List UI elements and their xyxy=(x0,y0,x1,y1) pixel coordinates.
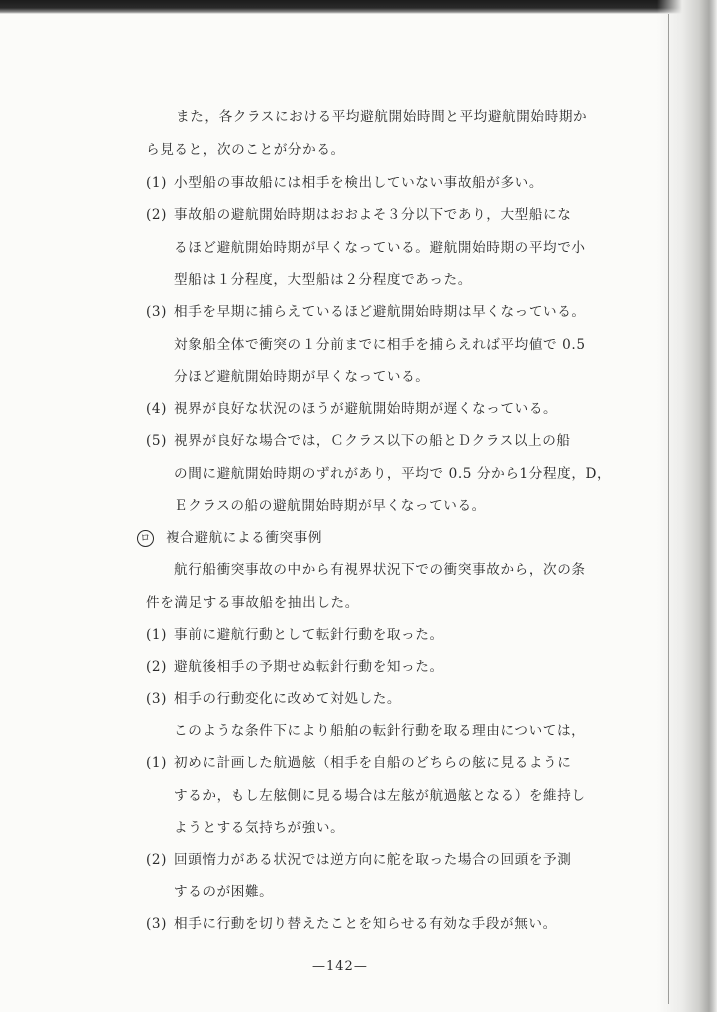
paragraph-line: 件を満足する事故船を抽出した。 xyxy=(146,595,359,611)
list-item: (3) 相手の行動変化に改めて対処した。 xyxy=(146,691,402,707)
scan-binding-shadow xyxy=(657,0,717,1012)
list-item-continuation: するのが困難。 xyxy=(174,884,274,900)
list-item-continuation: 型船は１分程度，大型船は２分程度であった。 xyxy=(174,272,472,288)
list-number: (1) xyxy=(146,175,168,191)
list-number: (3) xyxy=(146,691,168,707)
list-item: (5) 視界が良好な場合では，Ｃクラス以下の船とＤクラス以上の船 xyxy=(146,433,571,449)
list-number: (2) xyxy=(146,659,168,675)
list-item-continuation: ようとする気持ちが強い。 xyxy=(174,820,345,836)
list-item: (2) 事故船の避航開始時期はおおよそ３分以下であり，大型船にな xyxy=(146,207,572,223)
list-number: (4) xyxy=(146,401,168,417)
list-item: (1) 事前に避航行動として転針行動を取った。 xyxy=(146,627,444,643)
scan-top-edge xyxy=(0,0,717,14)
list-number: (1) xyxy=(146,627,168,643)
paragraph-line: このような条件下により船舶の転針行動を取る理由については， xyxy=(174,723,586,739)
section-heading: ロ 複合避航による衝突事例 xyxy=(137,529,322,547)
list-number: (5) xyxy=(146,433,168,449)
list-item-continuation: 分ほど避航開始時期が早くなっている。 xyxy=(174,369,430,385)
list-number: (3) xyxy=(146,304,168,320)
page-number: —142— xyxy=(312,959,368,974)
paragraph-line: 航行船衝突事故の中から有視界状況下での衝突事故から，次の条 xyxy=(174,562,586,578)
list-number: (2) xyxy=(146,852,168,868)
list-number: (2) xyxy=(146,207,168,223)
list-item: (1) 小型船の事故船には相手を検出していない事故船が多い。 xyxy=(146,175,544,191)
list-item: (2) 回頭惰力がある状況では逆方向に舵を取った場合の回頭を予測 xyxy=(146,852,572,868)
list-item: (3) 相手に行動を切り替えたことを知らせる有効な手段が無い。 xyxy=(146,916,557,932)
list-item: (4) 視界が良好な状況のほうが避航開始時期が遅くなっている。 xyxy=(146,401,558,417)
list-item: (2) 避航後相手の予期せぬ転針行動を知った。 xyxy=(146,659,444,675)
list-number: (3) xyxy=(146,916,168,932)
list-item-continuation: Ｅクラスの船の避航開始時期が早くなっている。 xyxy=(174,498,486,514)
paragraph-line: また，各クラスにおける平均避航開始時間と平均避航開始時期か xyxy=(176,109,588,125)
list-item-continuation: 対象船全体で衝突の１分前までに相手を捕らえれば平均値で 0.5 xyxy=(174,337,586,353)
paragraph-line: ら見ると，次のことが分かる。 xyxy=(146,142,345,158)
list-number: (1) xyxy=(146,755,168,771)
list-item-continuation: するか，もし左舷側に見る場合は左舷が航過舷となる）を維持し xyxy=(174,788,586,804)
list-item: (3) 相手を早期に捕らえているほど避航開始時期は早くなっている。 xyxy=(146,304,586,320)
list-item: (1) 初めに計画した航過舷（相手を自船のどちらの舷に見るように xyxy=(146,755,572,771)
list-item-continuation: るほど避航開始時期が早くなっている。避航開始時期の平均で小 xyxy=(174,240,586,256)
circled-marker: ロ xyxy=(137,530,154,547)
scan-page-edge-line xyxy=(668,14,669,1004)
list-item-continuation: の間に避航開始時期のずれがあり，平均で 0.5 分から1分程度，D， xyxy=(174,466,612,482)
